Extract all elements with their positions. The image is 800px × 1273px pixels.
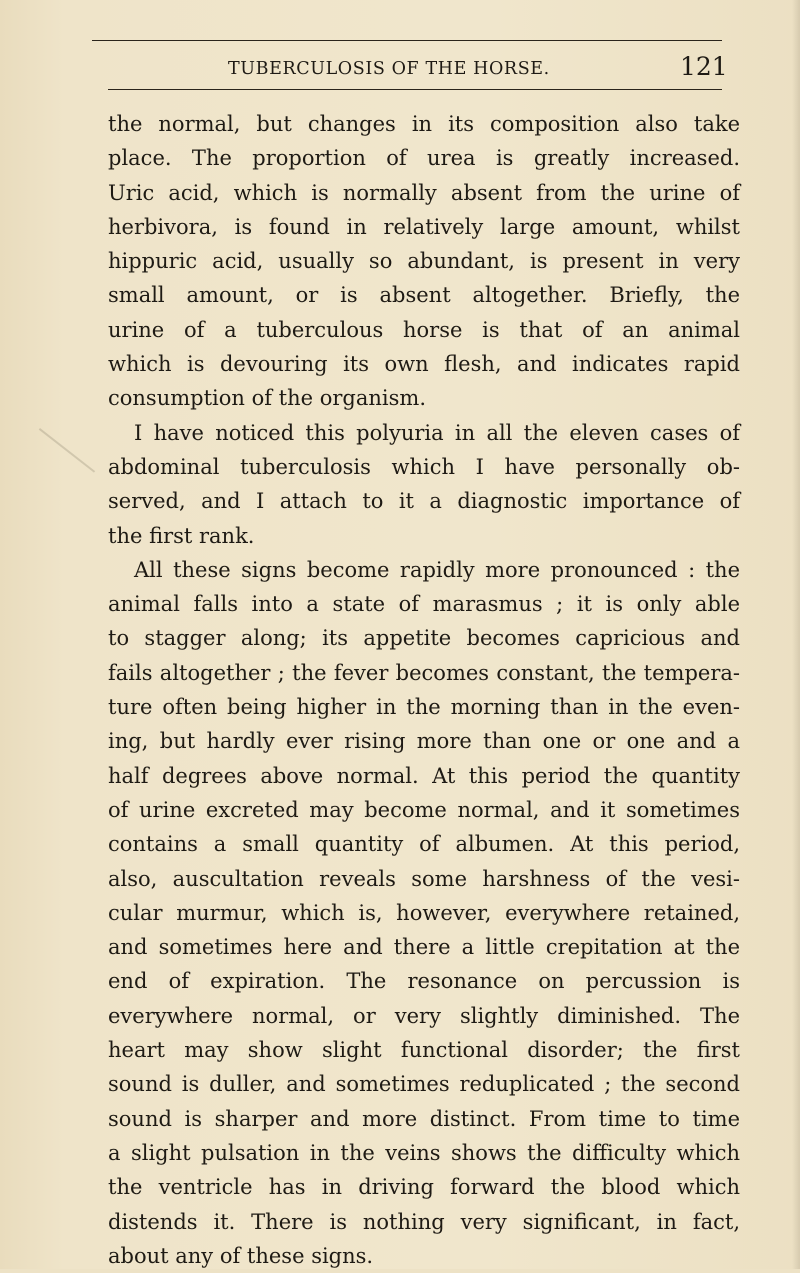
text-line: of urine excreted may become normal, and it sometimes xyxy=(108,797,740,822)
text-line: everywhere normal, or very slightly diminished. The xyxy=(108,1003,740,1028)
text-line: herbivora, is found in relatively large amount, whilst xyxy=(108,214,740,239)
text-line: heart may show slight functional disorder; the first xyxy=(108,1038,740,1063)
text-line: contains a small quantity of albumen. At this period, xyxy=(108,832,740,857)
text-line: sound is sharper and more distinct. From time to time xyxy=(108,1106,740,1131)
text-line: the ventricle has in driving forward the blood which xyxy=(108,1175,740,1200)
text-line: animal falls into a state of marasmus ; it is only able xyxy=(108,592,740,617)
text-line: half degrees above normal. At this period the quantity xyxy=(108,763,740,788)
text-line: ing, but hardly ever rising more than one or one and a xyxy=(108,729,740,754)
text-line: hippuric acid, usually so abundant, is present in very xyxy=(108,249,740,274)
text-line: a slight pulsation in the veins shows the difficulty which xyxy=(108,1140,740,1165)
text-line: urine of a tuberculous horse is that of an animal xyxy=(108,317,740,342)
text-line: abdominal tuberculosis which I have personally ob- xyxy=(108,454,740,479)
text-line: sound is duller, and sometimes reduplicated ; the second xyxy=(108,1072,740,1097)
text-line: All these signs become rapidly more pronounced : the xyxy=(134,557,740,582)
header-rule-top xyxy=(92,40,722,41)
running-head: TUBERCULOSIS OF THE HORSE. xyxy=(228,59,550,79)
text-line: and sometimes here and there a little crepitation at the xyxy=(108,935,740,960)
page-edge-shadow xyxy=(792,0,800,1269)
text-line: the first rank. xyxy=(108,523,255,548)
text-line: fails altogether ; the fever becomes constant, the tempera- xyxy=(108,660,740,685)
text-line: distends it. There is nothing very significant, in fact, xyxy=(108,1209,740,1234)
body-text xyxy=(108,107,740,1273)
page-number: 121 xyxy=(680,52,728,81)
text-line: small amount, or is absent altogether. Briefly, the xyxy=(108,283,740,308)
text-line: served, and I attach to it a diagnostic importance of xyxy=(108,489,740,514)
text-line: cular murmur, which is, however, everywhere retained, xyxy=(108,900,740,925)
page-crease xyxy=(39,428,95,473)
text-line: I have noticed this polyuria in all the eleven cases of xyxy=(134,420,740,445)
text-line: end of expiration. The resonance on percussion is xyxy=(108,969,740,994)
text-line: about any of these signs. xyxy=(108,1243,374,1268)
text-line: also, auscultation reveals some harshness of the vesi- xyxy=(108,866,740,891)
text-line: which is devouring its own flesh, and indicates rapid xyxy=(108,352,740,377)
text-line: Uric acid, which is normally absent from the urine of xyxy=(108,180,740,205)
text-line: place. The proportion of urea is greatly increased. xyxy=(108,146,740,171)
header-rule-bottom xyxy=(108,89,722,90)
text-line: to stagger along; its appetite becomes capricious and xyxy=(108,626,740,651)
text-line: ture often being higher in the morning than in the even- xyxy=(108,695,740,720)
text-line: the normal, but changes in its composition also take xyxy=(108,112,740,136)
text-line: consumption of the organism. xyxy=(108,386,426,411)
